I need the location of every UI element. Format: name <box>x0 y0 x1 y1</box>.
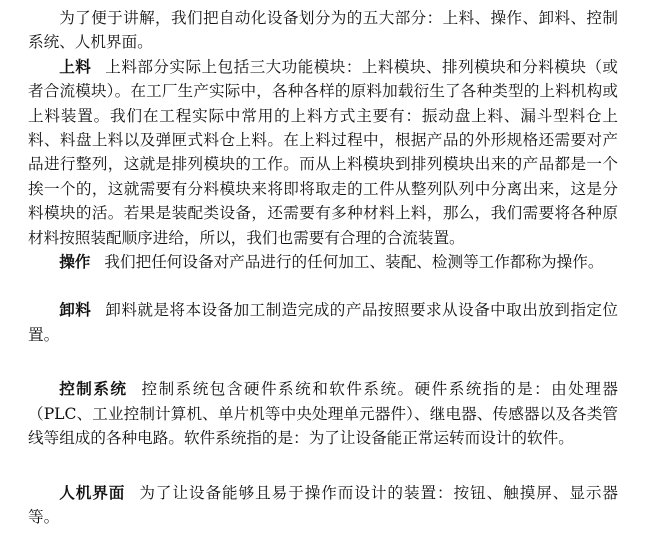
section-operation <box>28 250 618 274</box>
section-body-hmi: 为了让设备能够且易于操作而设计的装置：按钮、触摸屏、显示器等。 <box>28 483 618 526</box>
section-term-unloading: 卸料 <box>59 301 92 320</box>
section-term-loading: 上料 <box>59 57 92 76</box>
section-term-operation: 操作 <box>59 253 91 272</box>
document-page <box>28 6 618 529</box>
section-body-operation: 我们把任何设备对产品进行的任何加工、装配、检测等工作都称为操作。 <box>104 253 604 272</box>
section-loading <box>28 55 618 250</box>
section-body-unloading: 卸料就是将本设备加工制造完成的产品按照要求从设备中取出放到指定位置。 <box>28 301 618 344</box>
section-body-loading: 上料部分实际上包括三大功能模块：上料模块、排列模块和分料模块（或者合流模块）。在工厂生产实际中，各种各样的原料加载衍生了各种类型的上料机构或上料装置。我们在工程实际中常用的上料方式主要有：振动盘上料、漏斗型料仓上料、料盘上料以及弹匣式料仓上料。在上料过程中，根据产品的外形规格还需要对产品进行整列，这就是排列模块的工作。而从上料模块到排列模块出来的产品都是一个挨一个的，这就需要有分料模块来将即将取走的工件从整列队列中分离出来，这是分料模块的活。若果是装配类设备，还需要有多种材料上料，那么，我们需要将各种原材料按照装配顺序进给，所以，我们也需要有合理的合流装置。 <box>28 57 618 247</box>
section-unloading <box>28 298 618 347</box>
section-control-system <box>28 377 618 450</box>
section-term-control-system: 控制系统 <box>59 380 128 399</box>
intro-paragraph: 为了便于讲解，我们把自动化设备划分为的五大部分：上料、操作、卸料、控制系统、人机界面。 <box>28 9 618 52</box>
section-body-control-system: 控制系统包含硬件系统和软件系统。硬件系统指的是：由处理器（PLC、工业控制计算机、单片机等中央处理单元器件）、继电器、传感器以及各类管线等组成的各种电路。软件系统指的是：为了让设备能正常运转而设计的软件。 <box>28 380 618 448</box>
section-hmi <box>28 481 618 530</box>
section-term-hmi: 人机界面 <box>59 483 126 502</box>
